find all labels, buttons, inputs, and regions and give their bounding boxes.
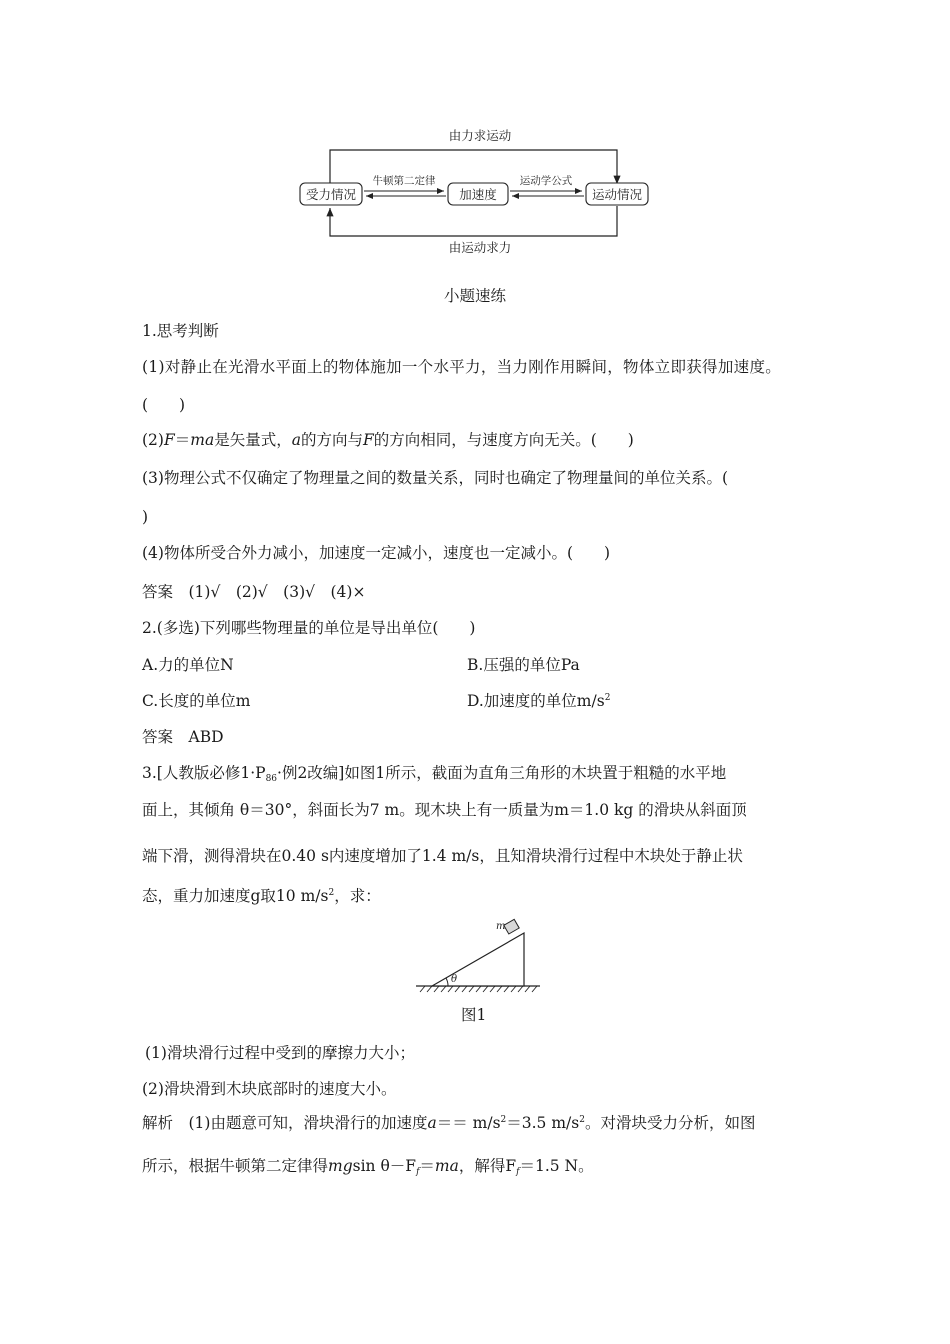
q1-item2: (2)F＝ma是矢量式，a的方向与F的方向相同，与速度方向无关。( ) [142,431,634,449]
q1-item3-line1: (3)物理公式不仅确定了物理量之间的数量关系，同时也确定了物理量间的单位关系。( [142,469,729,487]
arrow-right-label: 运动学公式 [519,175,573,187]
wedge [432,933,524,986]
q3-sub2: (2)滑块滑到木块底部时的速度大小。 [142,1080,397,1098]
q2-option-b: B.压强的单位Pa [467,656,580,674]
q1-item4: (4)物体所受合外力减小，加速度一定减小，速度也一定减小。( ) [142,544,611,562]
incline-figure [410,915,545,997]
theta-label: θ [451,974,458,985]
figure-caption: 图1 [461,1006,487,1024]
q2-option-d: D.加速度的单位$m/s^2$ [467,692,611,710]
q3-line3: 端下滑，测得滑块在0.40 s内速度增加了1.4 m/s，且知滑块滑行过程中木块处于静止状 [142,847,743,865]
q3-solution-line1: 解析 (1)由题意可知，滑块滑行的加速度$a== m/s^2=3.5$ $m/s^2$。对滑块受力分析，如图 [142,1114,756,1132]
q3-solution-line2: 所示，根据牛顿第二定律得mgsin $\theta-F_f=ma$，解得$F_f=1.5$ N。 [142,1157,594,1177]
slider-block [504,919,519,934]
box-acceleration-label: 加速度 [459,187,497,202]
section-title: 小题速练 [444,287,507,305]
ground-hatching [420,986,537,992]
q3-line2: 面上，其倾角 θ＝30°，斜面长为7 m。现木块上有一质量为m＝1.0 kg 的滑块从斜面顶 [142,801,747,819]
bottom-label: 由运动求力 [448,240,512,255]
box-force-label: 受力情况 [305,187,357,202]
q2-option-c: C.长度的单位m [142,692,251,710]
q1-item3-line2: ) [142,508,149,526]
q1-item1-blank: ( ) [142,396,186,414]
q2-title: 2.(多选)下列哪些物理量的单位是导出单位( ) [142,619,476,637]
q2-answer: 答案 ABD [142,728,224,746]
top-label: 由力求运动 [448,128,512,143]
q1-title: 1.思考判断 [142,322,219,340]
arrow-left-label: 牛顿第二定律 [372,175,436,187]
force-motion-flow-diagram [290,120,670,260]
q1-item1-line1: (1)对静止在光滑水平面上的物体施加一个水平力，当力刚作用瞬间，物体立即获得加速度。 [142,358,782,376]
q3-sub1: (1)滑块滑行过程中受到的摩擦力大小； [145,1044,415,1062]
q3-line1: 3.[人教版必修$1\cdot P_{86}\cdot$例2改编]如图1所示，截面为直角三角形的木块置于粗糙的水平地 [142,764,727,784]
q1-answer: 答案 (1)√ (2)√ (3)√ (4)× [142,583,366,601]
bottom-loop-line [330,206,617,236]
mass-label: m [496,921,506,932]
box-motion-label: 运动情况 [591,187,643,202]
q3-line4: 态，重力加速度g取10 $m/s^2$，求： [142,887,381,905]
q2-option-a: A.力的单位N [142,656,234,674]
